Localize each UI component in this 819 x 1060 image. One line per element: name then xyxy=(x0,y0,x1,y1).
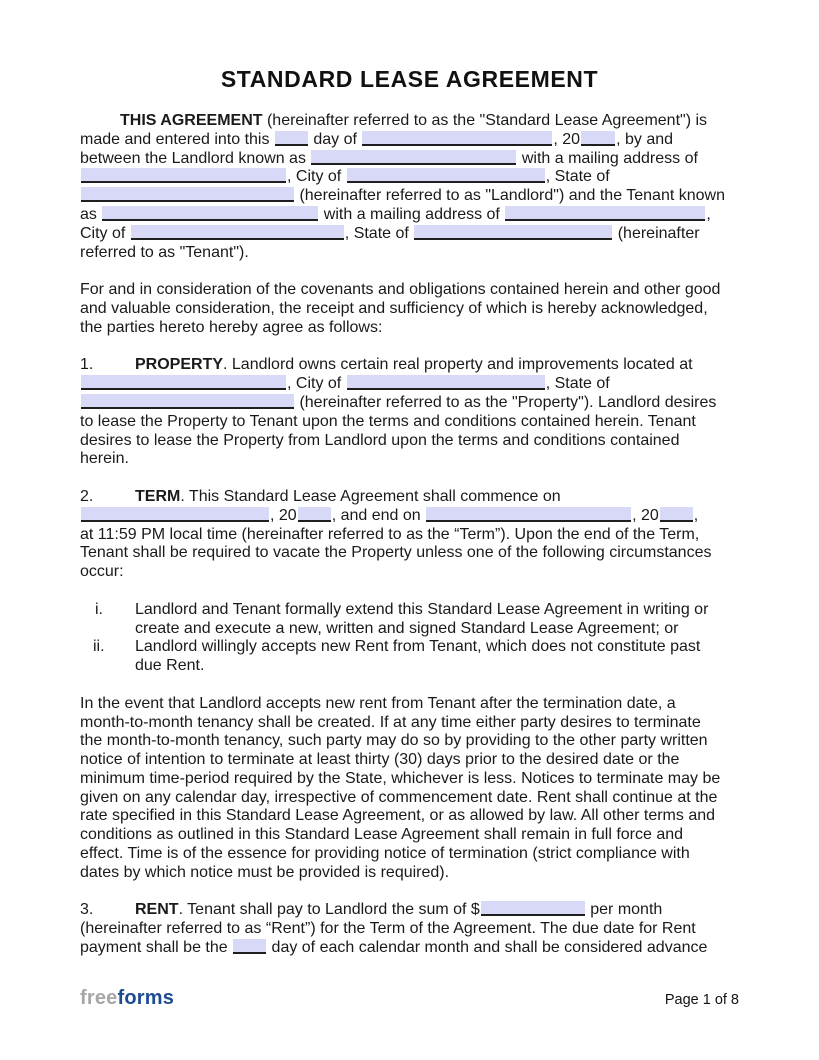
blank-commencement-date[interactable] xyxy=(81,507,269,522)
text-line xyxy=(80,638,739,657)
text-run: day of xyxy=(308,130,362,148)
text-run: create and execute a new, written and signed Standard Lease Agreement; or xyxy=(135,619,679,637)
text-run: 2. xyxy=(80,487,94,505)
bold-text-run: TERM xyxy=(135,487,181,505)
text-line xyxy=(80,187,739,206)
indent-spacer xyxy=(80,124,120,125)
text-line xyxy=(80,413,739,432)
text-run: City of xyxy=(80,224,130,242)
blank-end-year[interactable] xyxy=(660,507,693,522)
text-run: Tenant shall be required to vacate the Property unless one of the following circumstances xyxy=(80,544,712,562)
blank-tenant-city[interactable] xyxy=(131,225,344,240)
text-line xyxy=(80,939,739,958)
text-line xyxy=(80,526,739,545)
text-run: as xyxy=(80,205,102,223)
text-run: with a mailing address of xyxy=(517,149,698,167)
blank-month[interactable] xyxy=(362,131,552,146)
blank-tenant-address[interactable] xyxy=(505,206,705,221)
text-line xyxy=(80,544,739,563)
blank-property-state[interactable] xyxy=(81,394,294,409)
blank-property-city[interactable] xyxy=(347,375,545,390)
text-run: rate specified in this Standard Lease Agreement, or as allowed by law. All other terms and xyxy=(80,807,716,825)
blank-tenant-name[interactable] xyxy=(102,206,318,221)
indent-spacer xyxy=(80,613,95,614)
text-line xyxy=(80,845,739,864)
text-line xyxy=(80,789,739,808)
text-line xyxy=(80,751,739,770)
text-line xyxy=(80,300,739,319)
text-run: due Rent. xyxy=(135,657,205,675)
blank-landlord-city[interactable] xyxy=(347,168,545,183)
text-run: , 20 xyxy=(632,506,659,524)
text-run: . This Standard Lease Agreement shall commence on xyxy=(180,487,561,505)
text-run: at 11:59 PM local time (hereinafter referred to as the “Term”). Upon the end of the Term, xyxy=(80,525,700,543)
text-line xyxy=(80,826,739,845)
text-run: (hereinafter xyxy=(613,224,700,242)
blank-commencement-year[interactable] xyxy=(298,507,331,522)
text-run: day of each calendar month and shall be considered advance xyxy=(267,939,708,957)
text-run: . Landlord owns certain real property and improvements located at xyxy=(223,356,693,374)
term-circumstances-list xyxy=(80,601,739,676)
text-run: , State of xyxy=(344,224,414,242)
text-run: (hereinafter referred to as the "Property"). Landlord desires xyxy=(295,393,717,411)
blank-rent-due-day[interactable] xyxy=(233,939,266,954)
document-body xyxy=(80,112,739,958)
bold-text-run: RENT xyxy=(135,901,179,919)
text-line xyxy=(80,507,739,526)
text-line xyxy=(80,319,739,338)
document-title: STANDARD LEASE AGREEMENT xyxy=(220,66,599,92)
bold-text-run: THIS AGREEMENT xyxy=(120,112,263,129)
text-run: dates by which notice must be provided is required). xyxy=(80,863,450,881)
text-run: For and in consideration of the covenants and obligations contained herein and other good xyxy=(80,281,721,299)
text-line xyxy=(80,394,739,413)
text-run: conditions as outlined in this Standard Lease Agreement shall remain in full force and xyxy=(80,826,684,844)
text-run: ii. xyxy=(93,638,105,656)
section-3-rent xyxy=(80,901,739,957)
blank-landlord-name[interactable] xyxy=(311,150,516,165)
text-line xyxy=(80,864,739,883)
text-run: payment shall be the xyxy=(80,939,233,957)
text-line xyxy=(80,732,739,751)
text-run: the parties hereto hereby agree as follows: xyxy=(80,318,383,336)
text-run: between the Landlord known as xyxy=(80,149,311,167)
blank-landlord-address[interactable] xyxy=(81,168,286,183)
text-run: , State of xyxy=(545,168,610,186)
text-line xyxy=(80,281,739,300)
text-run: (hereinafter referred to as "Landlord") and the Tenant known xyxy=(295,187,725,205)
text-line xyxy=(80,601,739,620)
text-run: , City of xyxy=(287,168,346,186)
indent-spacer xyxy=(80,650,93,651)
freeforms-logo xyxy=(80,987,174,1010)
text-run: . Tenant shall pay to Landlord the sum of $ xyxy=(178,901,480,919)
text-line xyxy=(80,112,739,131)
text-run: per month xyxy=(585,901,663,919)
text-run: notice of intention to terminate at least thirty (30) days prior to the desired date or the xyxy=(80,751,680,769)
text-line xyxy=(80,563,739,582)
text-line xyxy=(80,356,739,375)
bold-text-run: PROPERTY xyxy=(135,356,224,374)
text-run: occur: xyxy=(80,563,124,581)
text-run: , 20 xyxy=(553,130,581,148)
text-line xyxy=(80,714,739,733)
text-line xyxy=(80,150,739,169)
section-2-term xyxy=(80,488,739,582)
blank-day[interactable] xyxy=(275,131,308,146)
text-run: , City of xyxy=(287,375,346,393)
blank-rent-amount[interactable] xyxy=(481,901,585,916)
text-run: , xyxy=(706,205,711,223)
text-line xyxy=(80,206,739,225)
text-run: effect. Time is of the essence for providing notice of termination (strict compliance with xyxy=(80,845,690,863)
blank-property-address[interactable] xyxy=(81,375,286,390)
text-line xyxy=(80,695,739,714)
intro-paragraph xyxy=(80,112,739,262)
text-run: with a mailing address of xyxy=(319,205,505,223)
text-run: the month-to-month tenancy, such party may do so by providing to the other party written xyxy=(80,732,708,750)
text-run: minimum time-period required by the State, whichever is less. Notices to terminate may be xyxy=(80,769,721,787)
text-run: i. xyxy=(95,600,103,618)
blank-end-date[interactable] xyxy=(426,507,631,522)
text-line xyxy=(80,770,739,789)
text-run: , xyxy=(693,506,699,524)
text-line xyxy=(80,620,739,639)
page-indicator: Page 1 of 8 xyxy=(664,992,739,1008)
text-line xyxy=(80,131,739,150)
text-run: Landlord willingly accepts new Rent from Tenant, which does not constitute past xyxy=(135,638,701,656)
text-line xyxy=(80,920,739,939)
blank-tenant-state[interactable] xyxy=(414,225,612,240)
text-run: month-to-month tenancy shall be created. If at any time either party desires to terminate xyxy=(80,713,701,731)
indent-spacer xyxy=(80,669,135,670)
text-run: , State of xyxy=(545,375,610,393)
text-line xyxy=(80,901,739,920)
text-run: made and entered into this xyxy=(80,130,274,148)
text-run: 1. xyxy=(80,356,94,374)
blank-year[interactable] xyxy=(581,131,615,146)
text-run: desires to lease the Property from Landlord upon the terms and conditions contained xyxy=(80,431,680,449)
text-run: In the event that Landlord accepts new rent from Tenant after the termination date, a xyxy=(80,694,676,712)
consideration-paragraph xyxy=(80,281,739,337)
page-footer xyxy=(80,987,739,1010)
text-line xyxy=(80,225,739,244)
text-line xyxy=(80,488,739,507)
text-run: (hereinafter referred to as the "Standard Lease Agreement") is xyxy=(262,112,708,129)
text-run: Landlord and Tenant formally extend this Standard Lease Agreement in writing or xyxy=(135,600,709,618)
text-line xyxy=(80,657,739,676)
text-line xyxy=(80,432,739,451)
brand-forms: forms xyxy=(117,987,175,1009)
text-run: 3. xyxy=(80,901,94,919)
month-to-month-paragraph xyxy=(80,695,739,883)
text-line xyxy=(80,807,739,826)
text-line xyxy=(80,375,739,394)
text-run: referred to as "Tenant"). xyxy=(80,243,249,261)
text-run: given on any calendar day, irrespective of commencement date. Rent shall continue at the xyxy=(80,788,718,806)
text-run: herein. xyxy=(80,450,129,468)
text-line xyxy=(80,450,739,469)
text-run: , 20 xyxy=(270,506,297,524)
blank-landlord-state[interactable] xyxy=(81,187,294,202)
text-run: (hereinafter referred to as “Rent”) for the Term of the Agreement. The due date for Rent xyxy=(80,920,696,938)
text-run: , and end on xyxy=(331,506,426,524)
brand-free: free xyxy=(80,987,118,1009)
text-run: to lease the Property to Tenant upon the terms and conditions contained herein. Tenant xyxy=(80,412,696,430)
text-line xyxy=(80,168,739,187)
text-line xyxy=(80,244,739,263)
indent-spacer xyxy=(80,632,135,633)
text-run: and valuable consideration, the receipt and sufficiency of which is hereby acknowledged, xyxy=(80,299,708,317)
section-1-property xyxy=(80,356,739,469)
text-run: , by and xyxy=(616,130,674,148)
